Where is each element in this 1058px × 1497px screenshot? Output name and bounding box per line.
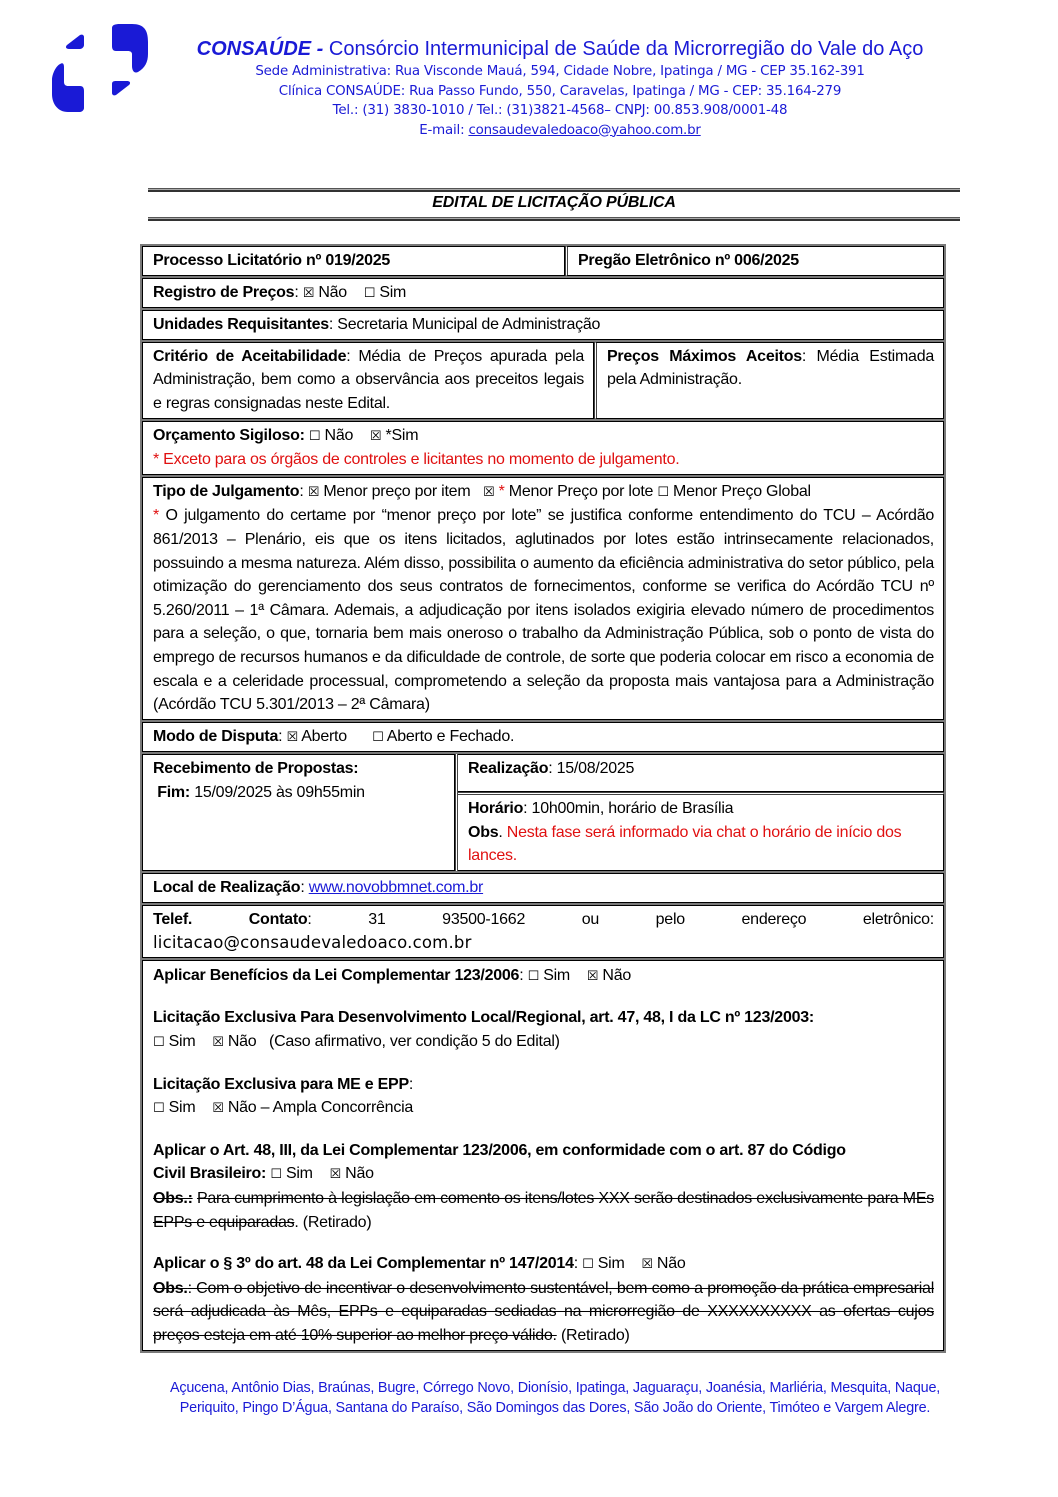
- julgamento-options: Tipo de Julgamento: ☒ Menor preço por item ☒ * Menor Preço por lote ☐ Menor Preço Global: [153, 482, 811, 500]
- julgamento-justification: [153, 504, 934, 716]
- criterio-cell: Critério de Aceitabilidade: Média de Preços apurada pela Administração, bem como a observância aos preceitos legais e regras consignadas neste Edital.: [142, 342, 594, 419]
- asterisk: *: [153, 507, 159, 525]
- orcamento-option-sim: *Sim: [385, 426, 419, 444]
- contato-phone: 93500-1662: [442, 910, 526, 928]
- par3-obs-label: Obs.: [153, 1279, 188, 1297]
- checkbox-checked-icon: ☒: [329, 1167, 341, 1183]
- consaude-logo-icon: [50, 24, 150, 112]
- brand-name: CONSAÚDE -: [196, 38, 324, 60]
- contato-word: pelo: [655, 910, 685, 928]
- obs-label: Obs: [468, 823, 499, 841]
- row-julgamento: [142, 475, 944, 720]
- asterisk: *: [498, 482, 505, 500]
- exclusiva-local-label: Licitação Exclusiva Para Desenvolvimento Local/Regional, art. 47, 48, I da LC nº 123/2003:: [153, 1009, 814, 1027]
- art48-obs: [153, 1187, 934, 1234]
- email-link[interactable]: consaudevaledoaco@yahoo.com.br: [468, 122, 701, 138]
- local-label: Local de Realização: [153, 879, 301, 897]
- realizacao-group: [455, 754, 944, 871]
- par3-obs: [153, 1277, 934, 1348]
- disputa-option-fechado: Aberto e Fechado.: [386, 727, 515, 745]
- disputa-option-aberto: Aberto: [301, 727, 347, 745]
- contato-email[interactable]: licitacao@consaudevaledoaco.com.br: [153, 933, 472, 953]
- criterio-value: Média de Preços apurada pela Administração, bem como a observância aos preceitos legais e regras consignadas neste Edital.: [153, 347, 585, 412]
- exclusiva-local-option-sim: Sim: [168, 1033, 196, 1051]
- checkbox-unchecked-icon: ☐: [308, 428, 321, 444]
- realizacao-cell: Realização: 15/08/2025: [458, 754, 944, 792]
- disputa-label: Modo de Disputa: [153, 727, 279, 745]
- orcamento-cell: [142, 421, 944, 475]
- checkbox-checked-icon: ☒: [302, 285, 315, 301]
- edital-form-table: [140, 244, 946, 1353]
- par3-options: Aplicar o § 3º do art. 48 da Lei Complementar nº 147/2014: ☐ Sim ☒ Não: [153, 1255, 686, 1273]
- email-line: [150, 121, 970, 141]
- recebimento-label: Recebimento de Propostas:: [153, 760, 359, 778]
- title-rule-bottom: [148, 217, 960, 221]
- row-processo: [142, 246, 944, 276]
- exclusiva-me-option-nao: Não – Ampla Concorrência: [227, 1099, 414, 1117]
- checkbox-checked-icon: ☒: [641, 1257, 653, 1273]
- registro-option-sim: Sim: [379, 283, 407, 301]
- criterio-label: Critério de Aceitabilidade: [153, 347, 347, 365]
- contato-label: Contato: [248, 910, 308, 928]
- exclusiva-local-options: [153, 1030, 934, 1055]
- horario-value: 10h00min, horário de Brasília: [531, 800, 734, 818]
- contato-label-telef: Telef.: [153, 910, 193, 928]
- address-line: Clínica CONSAÚDE: Rua Passo Fundo, 550, Caravelas, Ipatinga / MG - CEP: 35.164-279: [278, 83, 842, 99]
- unidades-value: Secretaria Municipal de Administração: [337, 316, 601, 334]
- julgamento-option-lote: Menor Preço por lote: [508, 482, 654, 500]
- contato-word: ou: [581, 910, 600, 928]
- row-disputa: [142, 720, 944, 753]
- art48-label-1: Aplicar o Art. 48, III, da Lei Complementar 123/2006, em conformidade com o art. 87 do Código: [153, 1141, 846, 1159]
- row-datas: [142, 752, 944, 871]
- member-municipalities: [100, 1379, 1010, 1418]
- precos-cell: Preços Máximos Aceitos: Média Estimada pela Administração.: [594, 342, 944, 419]
- beneficios-line: Aplicar Benefícios da Lei Complementar 123/2006: ☐ Sim ☒ Não: [153, 966, 631, 984]
- local-cell: Local de Realização: www.novobbmnet.com.br: [142, 873, 944, 903]
- checkbox-unchecked-icon: ☐: [153, 1035, 165, 1051]
- document-title: EDITAL DE LICITAÇÃO PÚBLICA: [432, 194, 676, 211]
- exclusiva-local-option-nao: Não: [227, 1033, 257, 1051]
- horario-cell: Horário: 10h00min, horário de Brasília Obs. Nesta fase será informado via chat o horário de início dos lances.: [458, 792, 944, 871]
- beneficios-cell: [142, 960, 944, 1351]
- par3-option-sim: Sim: [597, 1255, 625, 1273]
- beneficios-label: Aplicar Benefícios da Lei Complementar 123/2006: [153, 966, 520, 984]
- julgamento-label: Tipo de Julgamento: [153, 482, 300, 500]
- exclusiva-me-options: [153, 1096, 934, 1121]
- exclusiva-local-note: (Caso afirmativo, ver condição 5 do Edital): [269, 1033, 560, 1051]
- checkbox-checked-icon: ☒: [482, 484, 495, 500]
- beneficios-option-sim: Sim: [543, 966, 570, 984]
- checkbox-checked-icon: ☒: [212, 1035, 224, 1051]
- recebimento-fim: [153, 781, 445, 805]
- letterhead: [150, 36, 970, 140]
- art48-label-2: Civil Brasileiro:: [153, 1165, 267, 1183]
- unidades-cell: Unidades Requisitantes: Secretaria Municipal de Administração: [142, 310, 944, 340]
- art48-option-sim: Sim: [285, 1165, 313, 1183]
- contato-word: 31: [368, 910, 386, 928]
- checkbox-unchecked-icon: ☐: [363, 285, 376, 301]
- contato-line: [153, 908, 934, 932]
- checkbox-unchecked-icon: ☐: [153, 1101, 165, 1117]
- title-rule-top: [148, 188, 960, 192]
- orcamento-note: * Exceto para os órgãos de controles e licitantes no momento de julgamento.: [153, 451, 680, 469]
- julgamento-note: O julgamento do certame por “menor preço por lote” se justifica conforme entendimento do TCU – Acórdão 861/2013 – Plenário, eis que os itens licitados, aglutinados por lotes estão intrinsecamente relacionados, possuindo a mesma natureza. Além disso, possibilita o aumento da eficiência administrativa do setor público, pela otimização do gerenciamento dos seus contratos de fornecimentos, conforme se verifica do Acórdão TCU nº 5.260/2011 – 1ª Câmara. Ademais, a adjudicação por itens isolados exigiria elevado número de procedimentos para a seleção, o que, tornaria bem mais oneroso o trabalho da Administração Pública, sob o ponto de vista do emprego de recursos humanos e da dificuldade de controle, de sorte que poderia colocar em risco a economia de escala e a celeridade processual, comprometendo a seleção da proposta mais vantajosa para a Administração (Acórdão TCU 5.301/2013 – 2ª Câmara): [153, 507, 934, 714]
- registro-option-nao: Não: [318, 283, 347, 301]
- registro-label: Registro de Preços: [153, 283, 295, 301]
- address-line: Tel.: (31) 3830-1010 / Tel.: (31)3821-4568– CNPJ: 00.853.908/0001-48: [332, 103, 788, 118]
- processo-number: Processo Licitatório nº 019/2025: [142, 246, 565, 276]
- par3-option-nao: Não: [656, 1255, 686, 1273]
- art48-obs-label: Obs.:: [153, 1190, 193, 1207]
- checkbox-checked-icon: ☒: [212, 1101, 224, 1117]
- contato-cell: [142, 905, 944, 958]
- checkbox-unchecked-icon: ☐: [372, 729, 384, 745]
- checkbox-checked-icon: ☒: [369, 428, 382, 444]
- checkbox-unchecked-icon: ☐: [582, 1257, 594, 1273]
- julgamento-cell: [142, 477, 944, 720]
- org-full-name: Consórcio Intermunicipal de Saúde da Microrregião do Vale do Aço: [323, 38, 924, 60]
- contato-label-wrap: Contato:: [248, 910, 312, 928]
- row-contato: [142, 903, 944, 958]
- recebimento-cell: [142, 754, 455, 871]
- art48-option-nao: Não: [345, 1165, 374, 1183]
- precos-label: Preços Máximos Aceitos: [607, 347, 802, 365]
- exclusiva-me-label: Licitação Exclusiva para ME e EPP: [153, 1075, 409, 1093]
- par3-retirado: (Retirado): [556, 1326, 630, 1344]
- checkbox-checked-icon: ☒: [586, 968, 599, 984]
- beneficios-option-nao: Não: [602, 966, 631, 984]
- par3-obs-value: : Com o objetivo de incentivar o desenvolvimento sustentável, bem como a promoção da prática empresarial será adjudicada às Mês, EPPs e equiparadas sediadas na microrregião de XXXXXXXXXX as ofertas cujos preços esteja em até 10% superior ao melhor preço válido.: [153, 1279, 934, 1344]
- julgamento-option-global: Menor Preço Global: [673, 482, 811, 500]
- horario-label: Horário: [468, 800, 524, 818]
- email-label: E-mail:: [419, 122, 469, 138]
- contato-word: eletrônico:: [862, 910, 934, 928]
- art48-obs-value: Para cumprimento à legislação em comento os itens/lotes XXX serão destinados exclusivamente para MEs EPPs e equiparadas: [153, 1190, 934, 1231]
- realizacao-label: Realização: [468, 760, 549, 778]
- unidades-label: Unidades Requisitantes: [153, 316, 329, 334]
- checkbox-unchecked-icon: ☐: [527, 968, 539, 984]
- exclusiva-me-heading: Licitação Exclusiva para ME e EPP:: [153, 1075, 414, 1093]
- realizacao-value: 15/08/2025: [556, 760, 635, 778]
- row-criterio: [142, 340, 944, 419]
- footer-line: Periquito, Pingo D’Água, Santana do Paraíso, São Domingos das Dores, São João do Oriente, Timóteo e Vargem Alegre.: [179, 1399, 931, 1416]
- row-unidades: [142, 308, 944, 340]
- footer-line: Açucena, Antônio Dias, Braúnas, Bugre, Córrego Novo, Dionísio, Ipatinga, Jaguaraçu, Joanésia, Marliéria, Mesquita, Naque,: [169, 1380, 941, 1396]
- art48-options: [153, 1162, 934, 1187]
- organization-name: [150, 36, 970, 62]
- exclusiva-me-option-sim: Sim: [168, 1099, 196, 1117]
- julgamento-option-item: Menor preço por item: [323, 482, 471, 500]
- obs-value: Nesta fase será informado via chat o horário de início dos lances.: [468, 823, 902, 865]
- orcamento-label: Orçamento Sigiloso:: [153, 426, 305, 444]
- orcamento-option-nao: Não: [324, 426, 354, 444]
- fim-label: Fim:: [157, 783, 190, 801]
- row-registro: [142, 276, 944, 309]
- fim-value: 15/09/2025 às 09h55min: [194, 783, 365, 801]
- checkbox-checked-icon: ☒: [286, 729, 298, 745]
- precos-value: Média Estimada pela Administração.: [607, 347, 935, 389]
- registro-cell: Registro de Preços: ☒ Não ☐ Sim: [142, 278, 944, 309]
- art48-retirado: . (Retirado): [294, 1213, 372, 1231]
- checkbox-unchecked-icon: ☐: [657, 484, 669, 500]
- row-orcamento: [142, 419, 944, 475]
- contato-word: endereço: [741, 910, 807, 928]
- local-link[interactable]: www.novobbmnet.com.br: [308, 879, 484, 897]
- par3-label: Aplicar o § 3º do art. 48 da Lei Complementar nº 147/2014: [153, 1255, 574, 1273]
- checkbox-unchecked-icon: ☐: [270, 1167, 282, 1183]
- disputa-cell: Modo de Disputa: ☒ Aberto ☐ Aberto e Fechado.: [142, 722, 944, 753]
- row-local: [142, 871, 944, 903]
- pregao-number: Pregão Eletrônico nº 006/2025: [565, 246, 944, 276]
- address-line: Sede Administrativa: Rua Visconde Mauá, 594, Cidade Nobre, Ipatinga / MG - CEP 35.162-391: [255, 64, 865, 79]
- checkbox-checked-icon: ☒: [307, 484, 320, 500]
- row-beneficios: [142, 958, 944, 1351]
